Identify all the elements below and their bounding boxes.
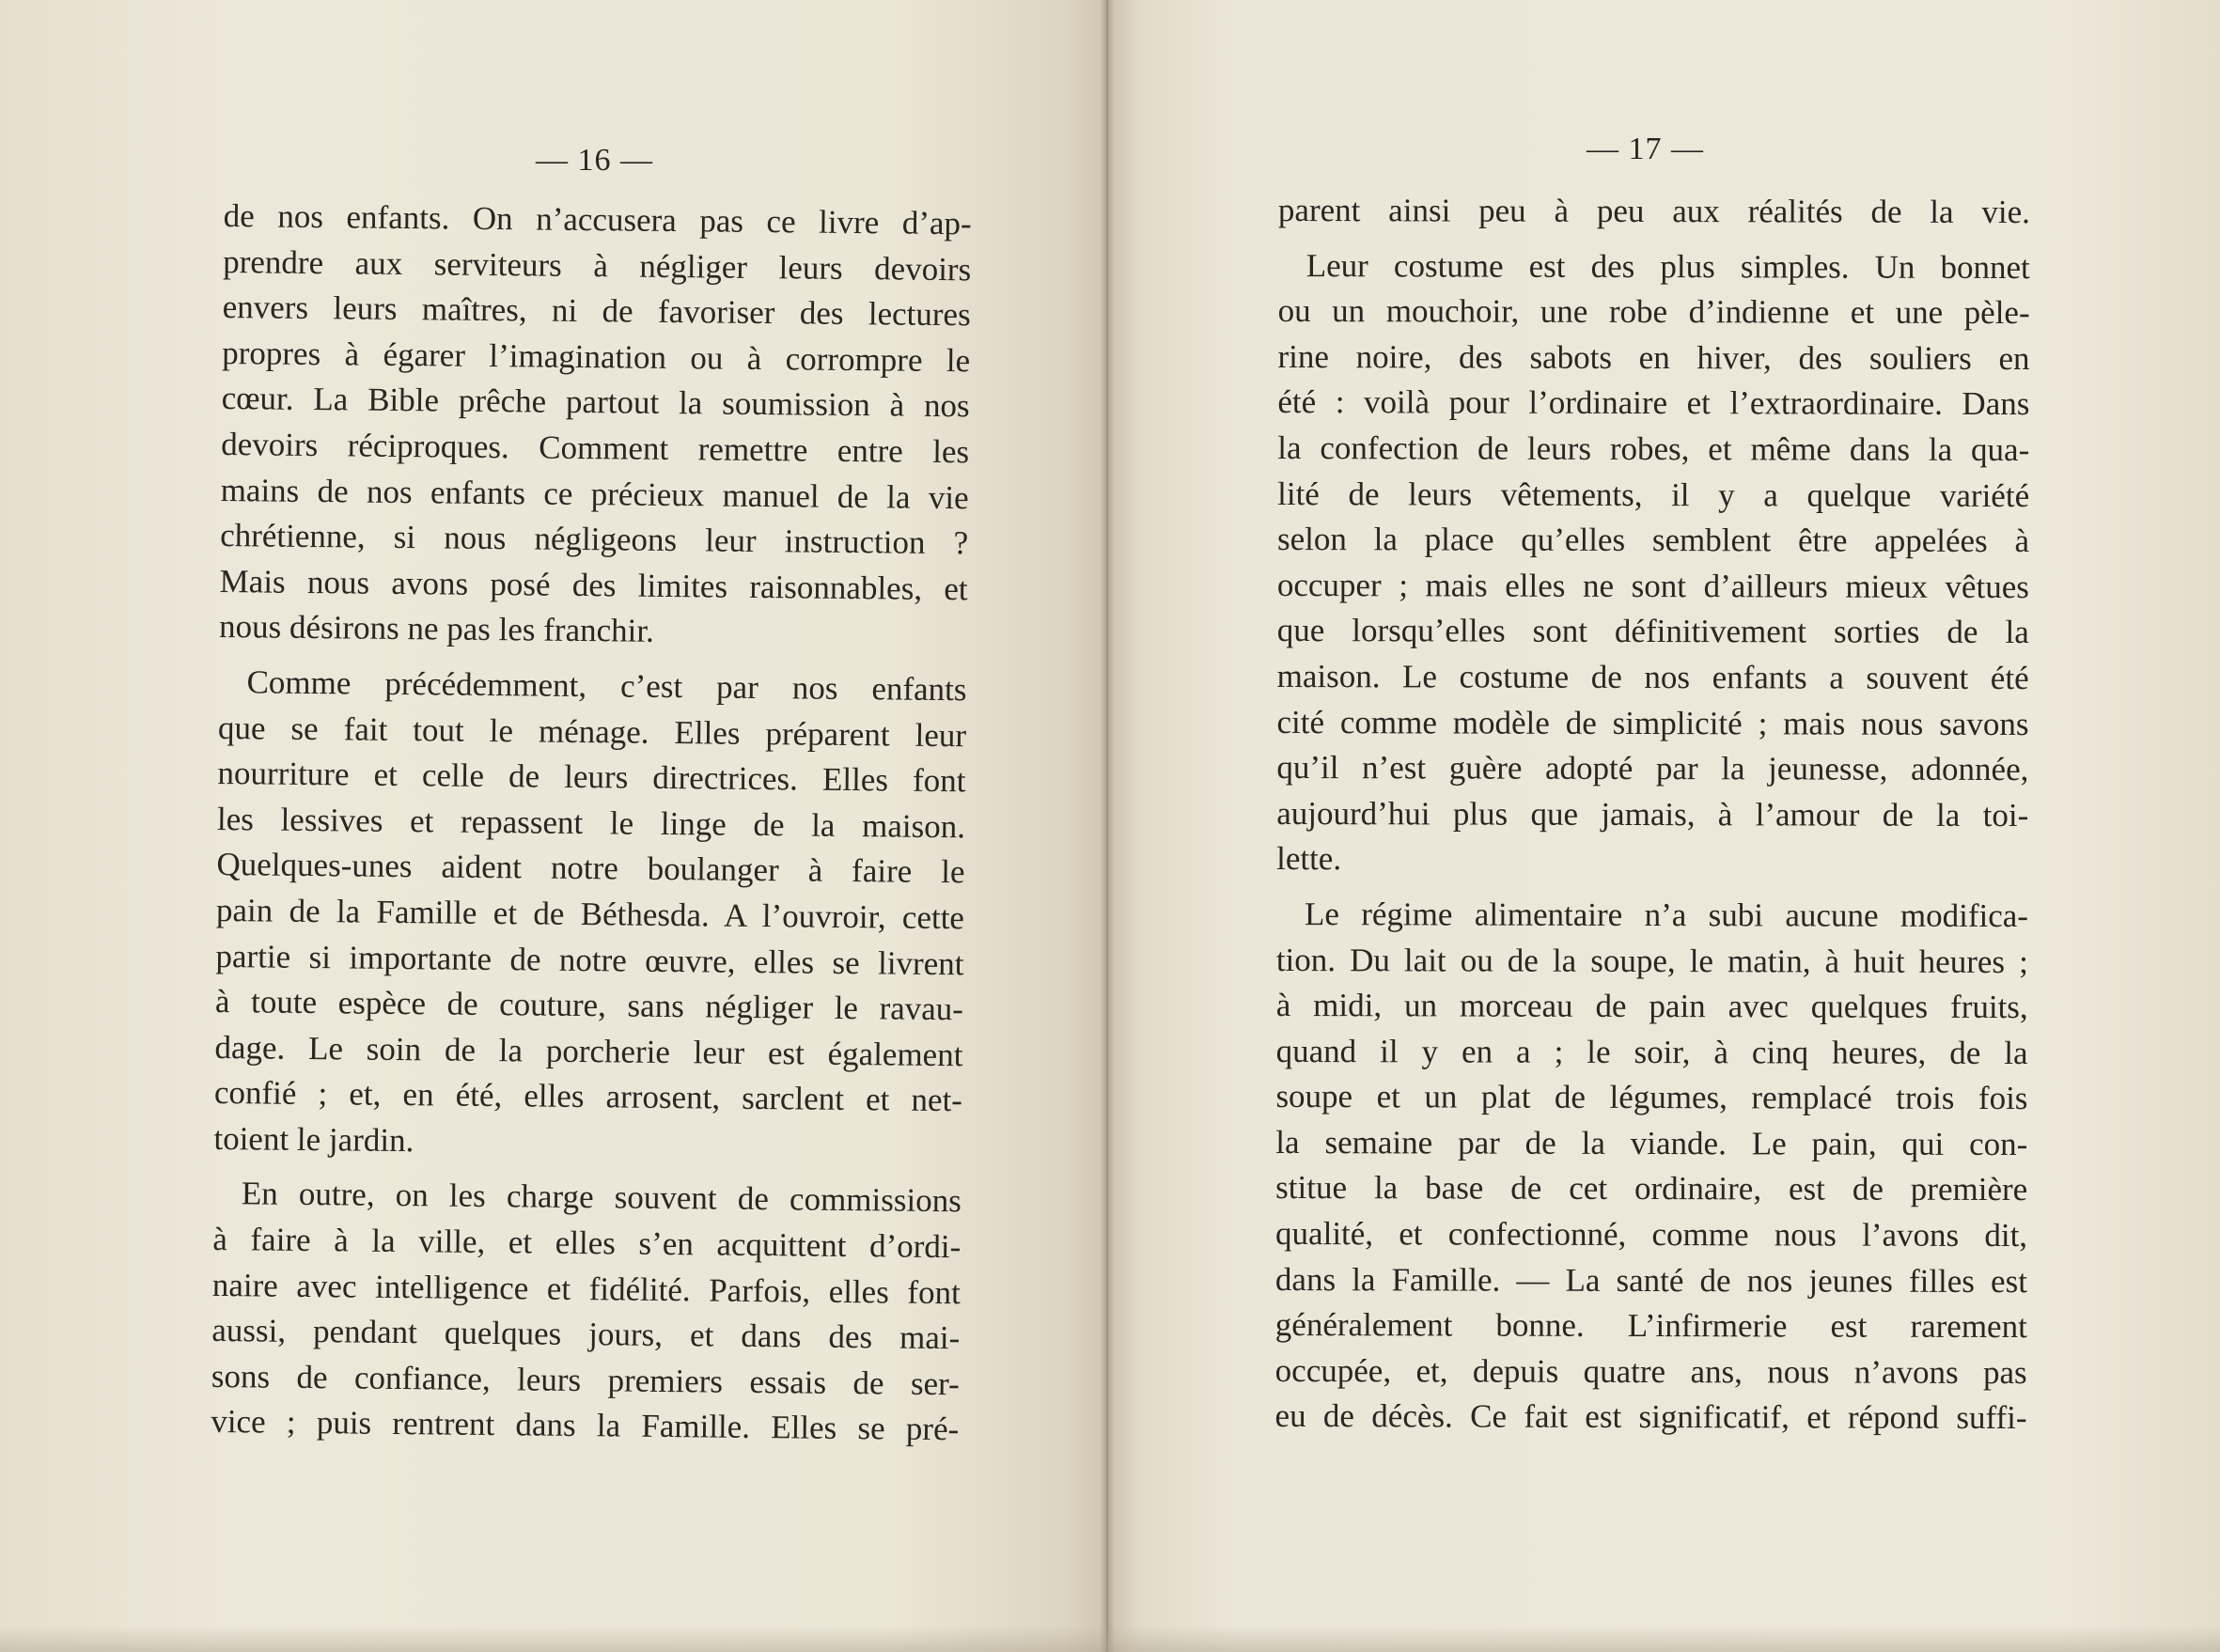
text-line: cœur. La Bible prêche partout la soumission à nos bbox=[221, 380, 970, 425]
text-line: cité comme modèle de simplicité ; mais nous savons bbox=[1276, 703, 2029, 742]
text-line: devoirs réciproques. Comment remettre entre les bbox=[221, 425, 970, 471]
text-line: qualité, et confectionné, comme nous l’avons dit, bbox=[1275, 1215, 2028, 1255]
text-line: eu de décès. Ce fait est significatif, et répond suffi- bbox=[1274, 1397, 2027, 1437]
page-number: — 16 — bbox=[536, 143, 653, 178]
left-page bbox=[0, 0, 1107, 1652]
text-line: Le régime alimentaire n’a subi aucune modifica- bbox=[1304, 895, 2029, 934]
text-line: propres à égarer l’imagination ou à corrompre le bbox=[222, 334, 971, 380]
right-page bbox=[1107, 0, 2220, 1652]
text-line: nourriture et celle de leurs directrices. Elles font bbox=[217, 755, 966, 800]
text-line: lité de leurs vêtements, il y a quelque variété bbox=[1277, 475, 2030, 514]
text-line: dage. Le soin de la porcherie leur est également bbox=[214, 1028, 963, 1073]
text-line: chrétienne, si nous négligeons leur instruction ? bbox=[219, 517, 969, 562]
text-line: quand il y en a ; le soir, à cinq heures, de la bbox=[1275, 1032, 2028, 1071]
text-line: que se fait tout le ménage. Elles préparent leur bbox=[217, 709, 967, 754]
text-line: toient le jardin. bbox=[213, 1119, 414, 1160]
text-line: pain de la Famille et de Béthesda. A l’ouvroir, cette bbox=[215, 891, 965, 937]
text-line: été : voilà pour l’ordinaire et l’extraordinaire. Dans bbox=[1277, 383, 2030, 423]
text-line: mains de nos enfants ce précieux manuel de la vie bbox=[220, 471, 969, 516]
text-line: occupée, et, depuis quatre ans, nous n’avons pas bbox=[1274, 1351, 2027, 1391]
text-line: Leur costume est des plus simples. Un bonnet bbox=[1305, 246, 2030, 286]
text-line: à midi, un morceau de pain avec quelques fruits, bbox=[1275, 987, 2028, 1026]
text-line: confié ; et, en été, elles arrosent, sarclent et net- bbox=[213, 1074, 963, 1119]
text-line: la semaine par de la viande. Le pain, qui con- bbox=[1275, 1123, 2028, 1162]
text-line: naire avec intelligence et fidélité. Parfois, elles font bbox=[211, 1266, 961, 1311]
text-line: dans la Famille. — La santé de nos jeunes filles est bbox=[1274, 1260, 2028, 1300]
body-text bbox=[1275, 188, 2030, 1442]
text-line: Mais nous avons posé des limites raisonnables, et bbox=[219, 562, 968, 608]
text-line: vice ; puis rentrent dans la Famille. Elles se pré- bbox=[211, 1403, 960, 1448]
text-line: la confection de leurs robes, et même dans la qua- bbox=[1277, 429, 2030, 469]
text-line: occuper ; mais elles ne sont d’ailleurs mieux vêtues bbox=[1276, 566, 2029, 605]
text-line: soupe et un plat de légumes, remplacé trois fois bbox=[1275, 1078, 2028, 1117]
text-line: rine noire, des sabots en hiver, des souliers en bbox=[1277, 337, 2030, 377]
text-line: tion. Du lait ou de la soupe, le matin, à huit heures ; bbox=[1275, 941, 2028, 980]
text-line: sons de confiance, leurs premiers essais de ser- bbox=[211, 1357, 960, 1403]
text-line: envers leurs maîtres, ni de favoriser des lectures bbox=[222, 288, 971, 334]
text-line: selon la place qu’elles semblent être appelées à bbox=[1276, 521, 2030, 560]
book-gutter bbox=[1100, 0, 1115, 1652]
page-edge-shadow bbox=[0, 1626, 2220, 1652]
text-line: maison. Le costume de nos enfants a souvent été bbox=[1276, 657, 2029, 697]
text-line: stitue la base de cet ordinaire, est de première bbox=[1275, 1169, 2028, 1208]
text-line: lette. bbox=[1276, 840, 1342, 878]
text-line: généralement bonne. L’infirmerie est rarement bbox=[1274, 1306, 2027, 1346]
text-line: Comme précédemment, c’est par nos enfants bbox=[246, 663, 967, 709]
text-line: les lessives et repassent le linge de la maison. bbox=[216, 800, 966, 846]
text-line: de nos enfants. On n’accusera pas ce livre d’ap- bbox=[223, 196, 972, 242]
text-line: qu’il n’est guère adopté par la jeunesse, adonnée, bbox=[1276, 749, 2029, 788]
text-line: aujourd’hui plus que jamais, à l’amour de la toi- bbox=[1276, 794, 2029, 834]
page-number: — 17 — bbox=[1587, 132, 1704, 166]
text-line: partie si importante de notre œuvre, elles se livrent bbox=[215, 937, 964, 982]
text-line: En outre, on les charge souvent de commissions bbox=[241, 1175, 962, 1220]
text-line: à faire à la ville, et elles s’en acquittent d’ordi- bbox=[212, 1221, 961, 1266]
text-line: ou un mouchoir, une robe d’indienne et une pèle- bbox=[1277, 292, 2030, 332]
text-line: que lorsqu’elles sont définitivement sorties de la bbox=[1276, 612, 2029, 651]
text-line: parent ainsi peu à peu aux réalités de la vie. bbox=[1277, 191, 2030, 231]
text-line: Quelques-unes aident notre boulanger à faire le bbox=[216, 846, 965, 891]
text-line: nous désirons ne pas les franchir. bbox=[218, 608, 655, 650]
text-line: prendre aux serviteurs à négliger leurs devoirs bbox=[223, 242, 972, 288]
body-text bbox=[211, 194, 972, 1453]
text-line: aussi, pendant quelques jours, et dans des mai- bbox=[211, 1312, 961, 1357]
text-line: à toute espèce de couture, sans négliger le ravau- bbox=[214, 983, 964, 1028]
